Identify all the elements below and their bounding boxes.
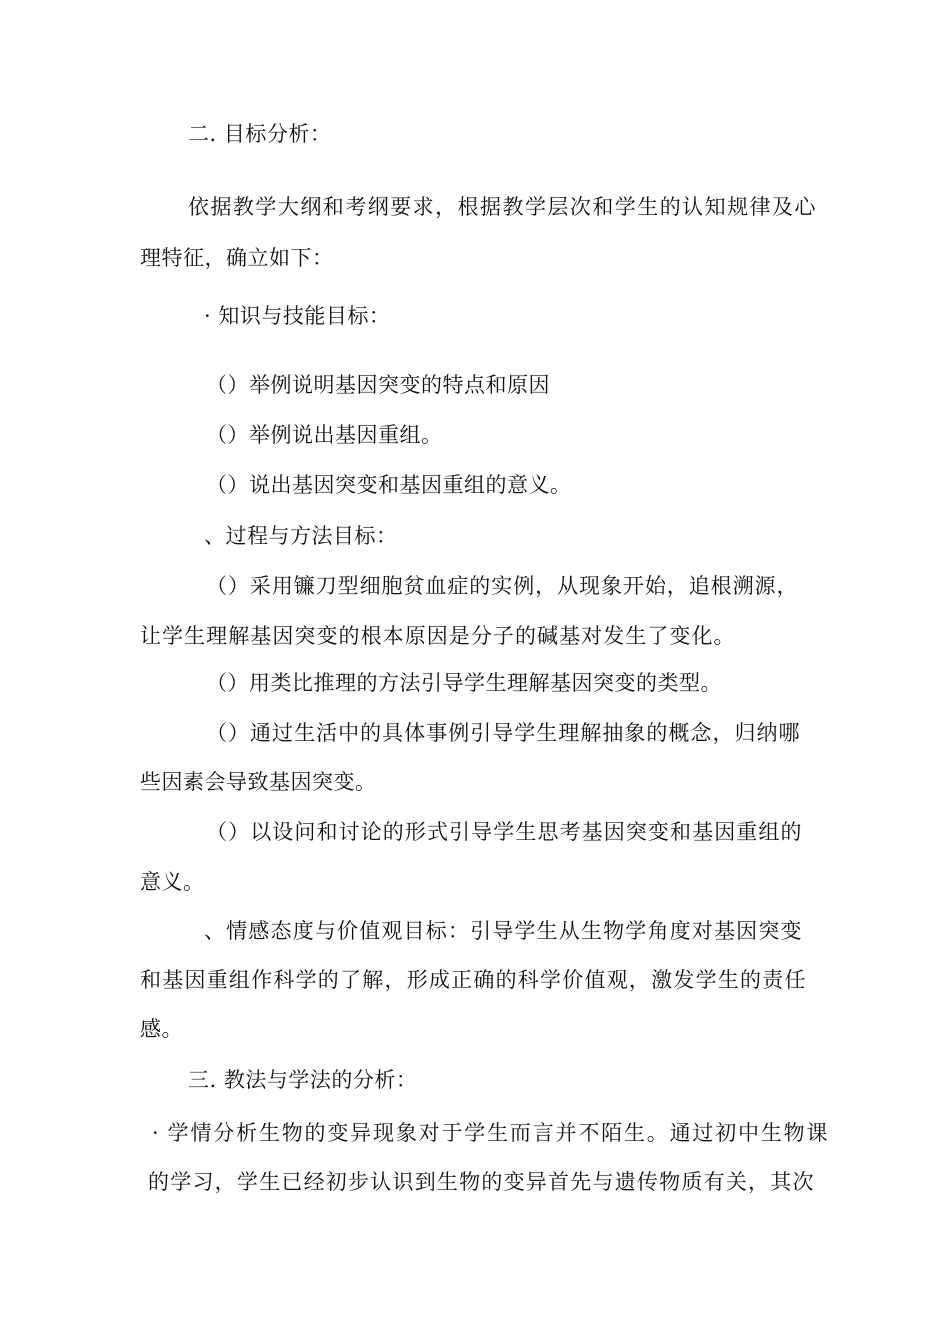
paragraph-line: 些因素会导致基因突变。: [140, 770, 377, 794]
paragraph-line: · 学情分析生物的变异现象对于学生而言并不陌生。通过初中生物课: [152, 1121, 828, 1145]
list-item: （）采用镰刀型细胞贫血症的实例，从现象开始，追根溯源，: [206, 574, 798, 598]
paragraph-line: 理特征，确立如下：: [140, 246, 334, 270]
paragraph-line: 让学生理解基因突变的根本原因是分子的碱基对发生了变化。: [140, 624, 735, 648]
list-item: （）以设问和讨论的形式引导学生思考基因突变和基因重组的: [206, 820, 802, 844]
subheading-emotion-values: 、情感态度与价值观目标：引导学生从生物学角度对基因突变: [204, 919, 802, 943]
paragraph-line: 感。: [140, 1017, 183, 1041]
subheading-process-methods: 、过程与方法目标：: [204, 524, 398, 548]
list-item: （）举例说明基因突变的特点和原因: [206, 373, 550, 397]
list-item: （）通过生活中的具体事例引导学生理解抽象的概念，归纳哪: [206, 721, 800, 745]
section-heading-objectives: 二. 目标分析：: [188, 122, 332, 146]
list-item: （）说出基因突变和基因重组的意义。: [206, 473, 572, 497]
section-heading-teaching-methods: 三. 教法与学法的分析：: [188, 1068, 418, 1092]
paragraph-line: 依据教学大纲和考纲要求，根据教学层次和学生的认知规律及心: [188, 195, 816, 219]
list-item: （）用类比推理的方法引导学生理解基因突变的类型。: [206, 671, 722, 695]
list-item: （）举例说出基因重组。: [206, 423, 443, 447]
paragraph-line: 的学习，学生已经初步认识到生物的变异首先与遗传物质有关，其次: [148, 1170, 814, 1194]
paragraph-line: 意义。: [140, 870, 205, 894]
paragraph-line: 和基因重组作科学的了解，形成正确的科学价值观，激发学生的责任: [140, 968, 806, 992]
subheading-knowledge-skills: · 知识与技能目标：: [204, 304, 391, 328]
